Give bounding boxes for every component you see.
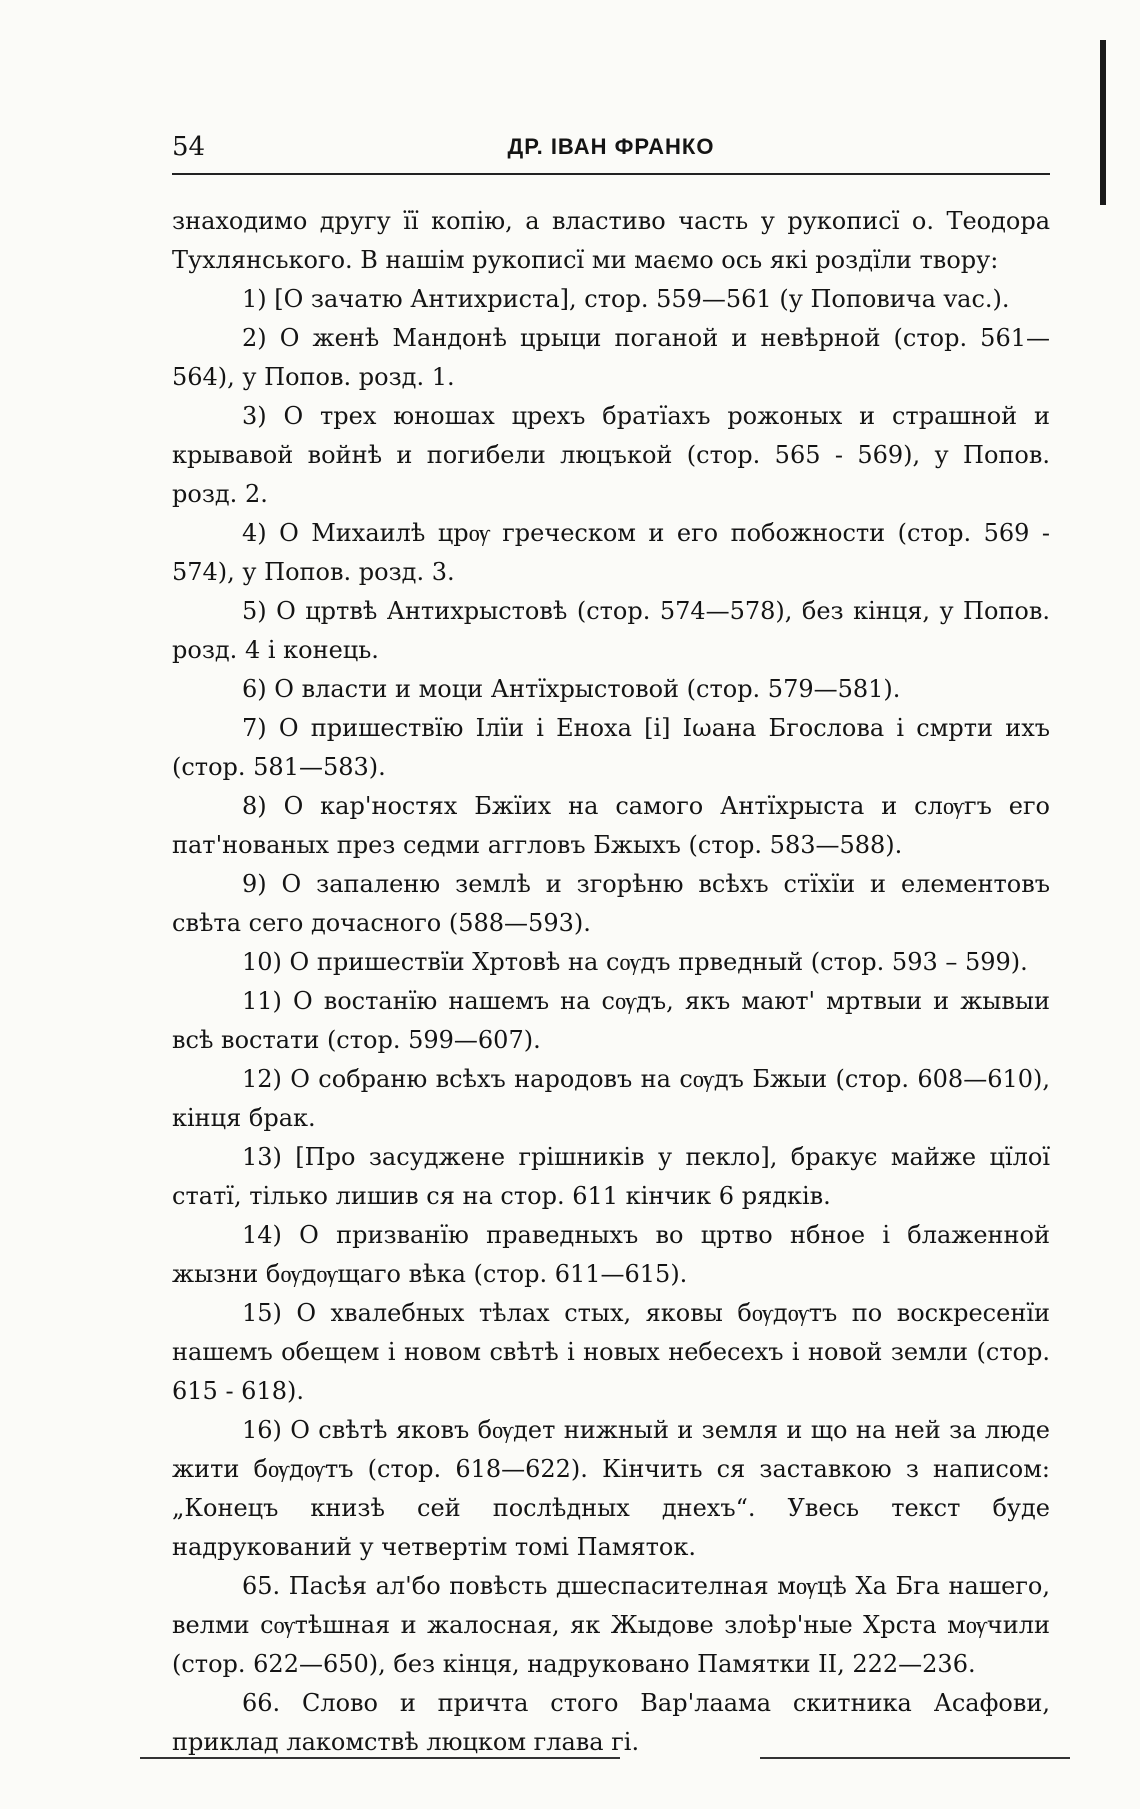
- list-item-10: 10) О пришествїи Хртовѣ на сѹдъ прведный (стор. 593 – 599).: [242, 948, 1028, 976]
- running-head: ДР. ІВАН ФРАНКО: [507, 134, 715, 159]
- list-item-12: 12) О собраню всѣхъ народовъ на сѹдъ Бжыи (стор. 608—610), кінця брак.: [172, 1065, 1050, 1132]
- page-header: [172, 132, 1050, 168]
- list-item-15: 15) О хвалебных тѣлах стых, яковы бѹдѹтъ по воскресенїи нашемъ обещем і новом свѣтѣ і новых небесехъ і новой земли (стор. 615 - 618).: [172, 1299, 1050, 1405]
- entry-65: 65. Пасѣя ал'бо повѣсть дшеспасителная мѹцѣ Ха Бга нашего, велми сѹтѣшная и жалосная, як Жыдове злоѣр'ные Хрста мѹчили (стор. 622—650), без кінця, надруковано Памятки II, 222—236.: [172, 1572, 1050, 1678]
- list-item-14: 14) О призванїю праведныхъ во цртво нбное і блаженной жызни бѹдѹщаго вѣка (стор. 611—615).: [172, 1221, 1050, 1288]
- list-item-6: 6) О власти и моци Антїхрыстовой (стор. 579—581).: [242, 675, 901, 703]
- list-item-4: 4) О Михаилѣ црѹ греческом и его побожности (стор. 569 - 574), у Попов. розд. 3.: [172, 519, 1050, 586]
- paragraph-continuation: знаходимо другу її копію, а властиво часть у рукописї о. Теодора Тухлянського. В нашім рукописї ми маємо ось які роздїли твору:: [172, 207, 1050, 274]
- page-number: 54: [172, 132, 206, 162]
- list-item-11: 11) О востанїю нашемъ на сѹдъ, якъ мают' мртвыи и жывыи всѣ востати (стор. 599—607).: [172, 987, 1050, 1054]
- list-item-2: 2) О женѣ Мандонѣ црыци поганой и невѣрной (стор. 561—564), у Попов. розд. 1.: [172, 324, 1050, 391]
- list-item-9: 9) О запаленю землѣ и згорѣню всѣхъ стїхїи и елементовъ свѣта сего дочасного (588—593).: [172, 870, 1050, 937]
- list-item-8: 8) О кар'ностях Бжїих на самого Антїхрыста и слѹгъ его пат'нованых през седми аггловъ Бжыхъ (стор. 583—588).: [172, 792, 1050, 859]
- footer-rule-left: [140, 1757, 620, 1759]
- body-text: [172, 202, 1050, 1762]
- footer-rule-right: [760, 1757, 1070, 1759]
- list-item-7: 7) О пришествїю Ілїи і Еноха [і] Іωана Бгослова і смрти ихъ (стор. 581—583).: [172, 714, 1050, 781]
- list-item-1: 1) [О зачатю Антихриста], стор. 559—561 (у Поповича vac.).: [242, 285, 1010, 313]
- entry-66: 66. Слово и причта стого Вар'лаама скитника Асафови, приклад лакомствѣ люцком глава гі.: [172, 1689, 1050, 1756]
- margin-rule: [1100, 40, 1106, 205]
- header-rule: [172, 173, 1050, 175]
- list-item-13: 13) [Про засуджене грішників у пекло], бракує майже цїлої статї, тілько лишив ся на стор. 611 кінчик 6 рядків.: [172, 1143, 1050, 1210]
- list-item-16: 16) О свѣтѣ яковъ бѹдет нижный и земля и що на ней за люде жити бѹдѹтъ (стор. 618—622). Кінчить ся заставкою з написом: „Конецъ книзѣ сей послѣдных днехъ“. Увесь текст буде надрукований у четвертім томі Памяток.: [172, 1416, 1050, 1561]
- list-item-3: 3) О трех юношах црехъ братїахъ рожоных и страшной и крывавой войнѣ и погибели люцъкой (стор. 565 - 569), у Попов. розд. 2.: [172, 402, 1050, 508]
- list-item-5: 5) О цртвѣ Антихрыстовѣ (стор. 574—578), без кінця, у Попов. розд. 4 і конець.: [172, 597, 1050, 664]
